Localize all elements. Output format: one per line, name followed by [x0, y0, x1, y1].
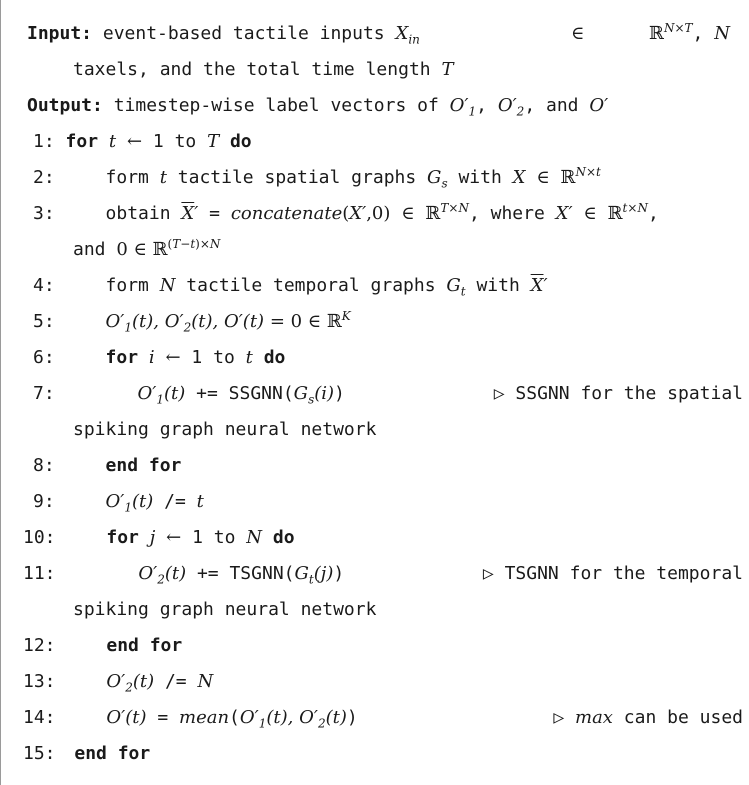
- line-6: 6: for i ← 1 to t do: [33, 347, 286, 368]
- line-5: 5: $O'_1(t)$, $O'_2(t)$, O′(t) = 0 ∈ ℝ$^K$: [33, 309, 351, 335]
- line-number: 7:: [33, 383, 55, 404]
- line-7-comment: ▷ SSGNN for the spatial: [493, 383, 743, 404]
- input-line-2: taxels, and the total time length T: [73, 59, 454, 80]
- line-number: 15:: [23, 743, 56, 764]
- line-9: 9: $O'_1(t) /= t$: [33, 491, 204, 515]
- line-number: 6:: [33, 347, 55, 368]
- line-14-comment: ▷ max can be used: [553, 707, 743, 728]
- line-7: 7: $O'_1(t)$ += $SSGNN(G_s(i))$: [33, 383, 345, 407]
- line-number: 11:: [23, 563, 56, 584]
- line-15: 15: end for: [23, 743, 151, 764]
- line-13: 13: $O'_2(t) /= N$: [23, 671, 214, 695]
- line-11-comment: ▷ TSGNN for the temporal: [482, 563, 743, 584]
- input-symbol: $X_{in}$: [395, 23, 420, 47]
- input-label: Input:: [27, 23, 93, 44]
- line-number: 1:: [33, 131, 55, 152]
- input-line: [27, 22, 747, 46]
- line-11: 11: $O'_2(t)$ += $TSGNN(G_t(j))$: [23, 563, 345, 587]
- line-number: 5:: [33, 311, 55, 332]
- line-11-comment-cont: spiking graph neural network: [73, 599, 377, 620]
- line-number: 12:: [23, 635, 56, 656]
- line-8: 8: end for: [33, 455, 182, 476]
- line-number: 13:: [23, 671, 56, 692]
- line-7-comment-cont: spiking graph neural network: [73, 419, 377, 440]
- output-label: Output:: [27, 95, 103, 116]
- line-14: 14: $O'(t) = mean(O'_1(t)$, $O'_2(t)$): [23, 707, 358, 731]
- input-text-2: taxels, and the total time length: [73, 59, 431, 80]
- output-text: timestep-wise label vectors of: [113, 95, 439, 116]
- line-number: 8:: [33, 455, 55, 476]
- line-number: 2:: [33, 167, 55, 188]
- input-element-of: ∈: [571, 23, 585, 44]
- line-number: 3:: [33, 203, 55, 224]
- input-space: ℝ$^{N\times T}$, N: [649, 21, 730, 44]
- line-10: 10: for j ← 1 to N do: [23, 527, 295, 548]
- line-number: 14:: [23, 707, 56, 728]
- line-1: 1: for t ← 1 to T do: [33, 131, 252, 152]
- line-4: 4: form N tactile temporal graphs $G_t$ with $\overline{X}'$: [33, 275, 548, 299]
- line-12: 12: end for: [23, 635, 183, 656]
- input-text-1: event-based tactile inputs: [102, 23, 385, 44]
- line-3: 3: obtain $\overline{X}'$ = concatenate(X′,0) ∈ ℝ$^{T\times N}$, where X′ ∈ ℝ$^{t\times N}$,: [33, 201, 659, 224]
- line-2: 2: form t tactile spatial graphs $G_s$ with X ∈ ℝ$^{N\times t}$: [33, 165, 601, 191]
- line-number: 10:: [23, 527, 56, 548]
- line-number: 4:: [33, 275, 55, 296]
- output-line: Output: timestep-wise label vectors of $O'_1$, $O'_2$, and O′: [27, 95, 609, 119]
- line-number: 9:: [33, 491, 55, 512]
- line-3-cont: and 0 ∈ ℝ$^{(T-t)\times N}$: [73, 237, 221, 260]
